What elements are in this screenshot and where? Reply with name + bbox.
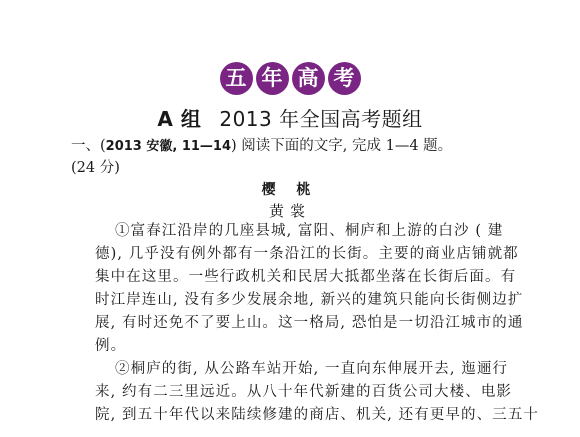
question-instruction: [71, 135, 511, 158]
banner-char: 高: [292, 62, 325, 95]
passage-title: 樱 桃: [261, 182, 319, 198]
banner-char: 五: [220, 62, 253, 95]
group-label: A 组: [157, 107, 202, 131]
question-text: ) 阅读下面的文字, 完成 1—4 题。: [231, 138, 453, 154]
passage-line: 院, 到五十年代以来陆续修建的商店、机关, 还有更早的、三五十: [95, 407, 540, 423]
passage-author: 黄裳: [268, 202, 311, 220]
group-title: [0, 103, 580, 132]
passage-line: 来, 约有二三里远近。从八十年代新建的百货公司大楼、电影: [95, 384, 513, 400]
question-prefix: 一、(: [71, 138, 106, 154]
passage-line: 时江岸连山, 没有多少发展余地, 新兴的建筑只能向长街侧边扩: [95, 292, 524, 308]
passage-line: ②桐庐的街, 从公路车站开始, 一直向东伸展开去, 迤逦行: [115, 361, 509, 377]
section-banner: [0, 62, 580, 96]
group-title-text: 2013 年全国高考题组: [219, 107, 423, 131]
question-score: (24 分): [71, 160, 120, 176]
passage-line: ①富春江沿岸的几座县城, 富阳、桐庐和上游的白沙 ( 建: [115, 223, 504, 239]
passage-line: 德), 几乎没有例外都有一条沿江的长街。主要的商业店铺就都: [95, 246, 519, 262]
passage-line: 展, 有时还免不了要上山。这一格局, 恐怕是一切沿江城市的通: [95, 315, 524, 331]
banner-char: 考: [328, 62, 361, 95]
banner-char: 年: [256, 62, 289, 95]
passage-line: 集中在这里。一些行政机关和民居大抵都坐落在长街后面。有: [95, 269, 517, 285]
passage-line: 例。: [95, 338, 127, 354]
question-source: 2013 安徽, 11—14: [105, 139, 232, 154]
